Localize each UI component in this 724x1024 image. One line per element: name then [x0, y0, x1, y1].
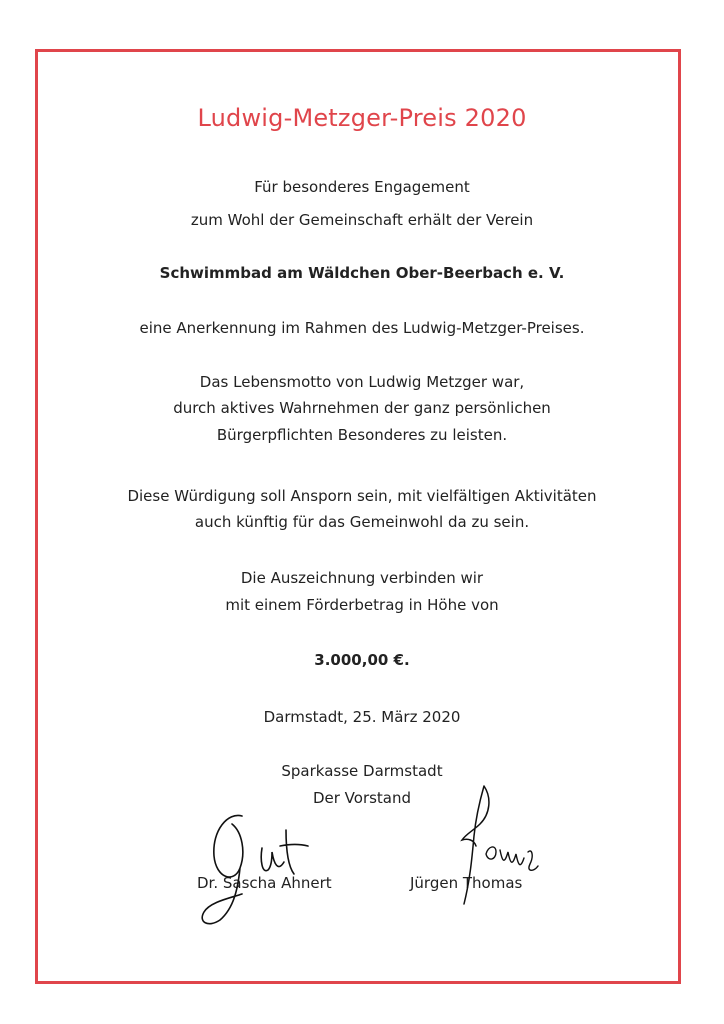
place-date: Darmstadt, 25. März 2020 [263, 708, 461, 726]
issuer-line-2: Der Vorstand [312, 789, 412, 807]
intro-line-2: zum Wohl der Gemeinschaft erhält der Verein [190, 211, 534, 229]
motto-line-2: durch aktives Wahrnehmen der ganz persönlichen [173, 399, 551, 417]
certificate-title: Ludwig-Metzger-Preis 2020 [197, 104, 527, 132]
award-amount: 3.000,00 €. [314, 651, 410, 669]
recognition-text: eine Anerkennung im Rahmen des Ludwig-Metzger-Preises. [139, 319, 585, 337]
motto-line-1: Das Lebensmotto von Ludwig Metzger war, [199, 373, 525, 391]
appreciation-line-2: auch künftig für das Gemeinwohl da zu sein. [194, 513, 530, 531]
appreciation-line-1: Diese Würdigung soll Ansporn sein, mit vielfältigen Aktivitäten [127, 487, 597, 505]
signatory-ahnert: Dr. Sascha Ahnert [197, 874, 332, 892]
signatory-thomas: Jürgen Thomas [410, 874, 523, 892]
intro-line-1: Für besonderes Engagement [254, 178, 470, 196]
recipient-name: Schwimmbad am Wäldchen Ober-Beerbach e. V. [159, 264, 565, 282]
issuer-line-1: Sparkasse Darmstadt [281, 762, 443, 780]
motto-line-3: Bürgerpflichten Besonderes zu leisten. [216, 426, 508, 444]
award-line-1: Die Auszeichnung verbinden wir [240, 569, 484, 587]
award-line-2: mit einem Förderbetrag in Höhe von [225, 596, 499, 614]
